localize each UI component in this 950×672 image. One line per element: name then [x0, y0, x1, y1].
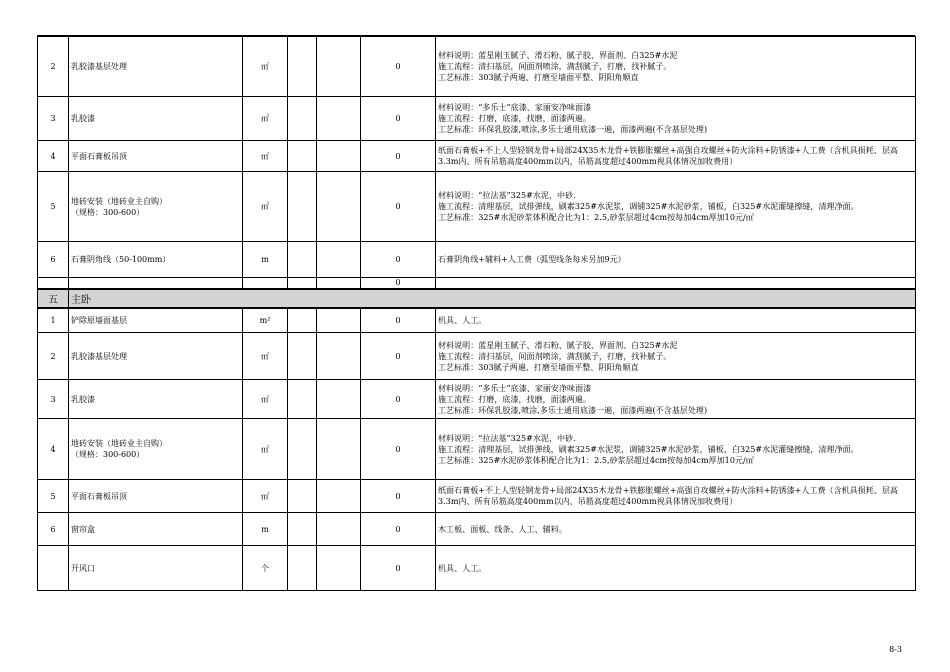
item-name: 乳胶漆 [69, 380, 243, 419]
item-name: 乳胶漆基层处理 [69, 333, 243, 380]
unit-price-cell [317, 278, 361, 289]
section-number: 五 [38, 289, 69, 308]
item-amount: 0 [361, 546, 436, 591]
unit-price-cell [317, 333, 361, 380]
item-amount: 0 [361, 513, 436, 546]
item-number: 1 [38, 308, 69, 333]
item-name: 窗帘盒 [69, 513, 243, 546]
item-name: 开风口 [69, 546, 243, 591]
item-description: 材料说明：“拉法基”325#水泥，中砂. 施工流程：清理基层，试排弹线，刷素325#水泥浆，调铺325#水泥砂浆，铺板，白325#水泥灌缝擦缝，清理净面。 工艺标准：325#水泥砂浆体积配合比为1：2.5,砂浆层超过4cm按每加4cm厚加10元/㎡ [436, 419, 916, 480]
unit-price-cell [317, 172, 361, 242]
quantity-cell [288, 333, 317, 380]
item-description: 材料说明：“拉法基”325#水泥，中砂. 施工流程：清理基层，试排弹线，刷素325#水泥浆，调铺325#水泥砂浆，铺板，白325#水泥灌缝擦缝，清理净面。 工艺标准：325#水泥砂浆体积配合比为1：2.5,砂浆层超过4cm按每加4cm厚加10元/㎡ [436, 172, 916, 242]
item-name: 平面石膏板吊顶 [69, 141, 243, 172]
item-amount: 0 [361, 242, 436, 278]
quantity-cell [288, 141, 317, 172]
item-description: 石膏阴角线+辅料+人工费（弧型线条每米另加9元） [436, 242, 916, 278]
quantity-cell [288, 97, 317, 141]
unit-price-cell [317, 97, 361, 141]
table-row [38, 242, 916, 278]
item-amount: 0 [361, 419, 436, 480]
item-unit: ㎡ [243, 172, 288, 242]
table-row [38, 308, 916, 333]
unit-price-cell [317, 380, 361, 419]
item-number: 6 [38, 242, 69, 278]
item-number: 5 [38, 480, 69, 513]
item-description: 纸面石膏板+不上人型轻钢龙骨+局部24X35木龙骨+铁膨胀螺丝+高强自攻螺丝+防火涂料+防锈漆+人工费（含机具损耗、层高3.3m内、所有吊筋高度400mm以内，吊筋高度超过400mm视具体情况加收费用） [436, 141, 916, 172]
quantity-cell [288, 513, 317, 546]
item-name: 铲除原墙面基层 [69, 308, 243, 333]
item-amount: 0 [361, 308, 436, 333]
quantity-cell [288, 172, 317, 242]
item-description: 纸面石膏板+不上人型轻钢龙骨+局部24X35木龙骨+铁膨胀螺丝+高强自攻螺丝+防火涂料+防锈漆+人工费（含机具损耗、层高3.3m内、所有吊筋高度400mm以内，吊筋高度超过400mm视具体情况加收费用） [436, 480, 916, 513]
item-amount: 0 [361, 480, 436, 513]
item-name: 地砖安装（地砖业主自购） （规格：300-600） [69, 172, 243, 242]
item-name: 地砖安装（地砖业主自购） （规格：300-600） [69, 419, 243, 480]
item-unit: 个 [243, 546, 288, 591]
item-unit: ㎡ [243, 380, 288, 419]
item-amount: 0 [361, 278, 436, 289]
quantity-cell [288, 278, 317, 289]
page-number: 8-3 [889, 645, 902, 654]
item-amount: 0 [361, 333, 436, 380]
item-amount: 0 [361, 97, 436, 141]
item-unit: m [243, 513, 288, 546]
item-amount: 0 [361, 380, 436, 419]
item-name: 乳胶漆 [69, 97, 243, 141]
unit-price-cell [317, 308, 361, 333]
unit-price-cell [317, 141, 361, 172]
item-unit: ㎡ [243, 480, 288, 513]
item-description: 材料说明：蓝星刚玉腻子、滑石粉、腻子胶、界面剂、白325#水泥 施工流程：清扫基层，间面剂喷涂，满刮腻子，打磨，找补腻子。 工艺标准：303腻子两遍、打磨至墙面平整、阴阳角顺直 [436, 333, 916, 380]
item-amount: 0 [361, 172, 436, 242]
item-unit: ㎡ [243, 37, 288, 97]
unit-price-cell [317, 242, 361, 278]
table-row [38, 419, 916, 480]
item-description: 材料说明：“多乐士”底漆、家丽安净味面漆 施工流程：打磨，底漆，找磨，面漆两遍。 工艺标准：环保乳胶漆,喷涂,多乐士通用底漆一遍，面漆两遍(不含基层处理) [436, 380, 916, 419]
table-row [38, 141, 916, 172]
item-description: 材料说明：蓝星刚玉腻子、滑石粉、腻子胶、界面剂、白325#水泥 施工流程：清扫基层，间面剂喷涂，满刮腻子，打磨，找补腻子。 工艺标准：303腻子两遍、打磨至墙面平整、阴阳角顺直 [436, 37, 916, 97]
item-unit: ㎡ [243, 141, 288, 172]
item-unit: ㎡ [243, 97, 288, 141]
quantity-cell [288, 419, 317, 480]
item-amount: 0 [361, 37, 436, 97]
item-unit: ㎡ [243, 419, 288, 480]
item-amount: 0 [361, 141, 436, 172]
table-row [38, 333, 916, 380]
quantity-cell [288, 242, 317, 278]
table-row [38, 513, 916, 546]
unit-price-cell [317, 513, 361, 546]
table-row [38, 380, 916, 419]
quantity-cell [288, 37, 317, 97]
item-number: 2 [38, 37, 69, 97]
quantity-cell [288, 480, 317, 513]
item-description: 材料说明：“多乐士”底漆、家丽安净味面漆 施工流程：打磨，底漆，找磨，面漆两遍。 工艺标准：环保乳胶漆,喷涂,多乐士通用底漆一遍，面漆两遍(不含基层处理) [436, 97, 916, 141]
item-number: 4 [38, 141, 69, 172]
item-name: 平面石膏板吊顶 [69, 480, 243, 513]
unit-price-cell [317, 480, 361, 513]
item-number [38, 546, 69, 591]
item-number: 6 [38, 513, 69, 546]
item-name: 石膏阴角线（50-100mm） [69, 242, 243, 278]
item-unit [243, 278, 288, 289]
item-unit: m² [243, 308, 288, 333]
item-name [69, 278, 243, 289]
section-title: 主卧 [69, 289, 916, 308]
table-row [38, 37, 916, 97]
item-number: 5 [38, 172, 69, 242]
table-row [38, 278, 916, 289]
item-unit: m [243, 242, 288, 278]
quantity-cell [288, 546, 317, 591]
item-description [436, 278, 916, 289]
quantity-cell [288, 380, 317, 419]
table-row [38, 546, 916, 591]
item-number: 4 [38, 419, 69, 480]
table-row [38, 480, 916, 513]
unit-price-cell [317, 546, 361, 591]
item-number: 3 [38, 97, 69, 141]
item-number: 3 [38, 380, 69, 419]
table-row [38, 172, 916, 242]
item-number [38, 278, 69, 289]
item-description: 机具、人工。 [436, 546, 916, 591]
item-unit: ㎡ [243, 333, 288, 380]
item-number: 2 [38, 333, 69, 380]
unit-price-cell [317, 37, 361, 97]
section-header [38, 289, 916, 308]
item-description: 机具、人工。 [436, 308, 916, 333]
quantity-cell [288, 308, 317, 333]
item-description: 木工板、面板、线条、人工、辅料。 [436, 513, 916, 546]
item-name: 乳胶漆基层处理 [69, 37, 243, 97]
unit-price-cell [317, 419, 361, 480]
table-row [38, 97, 916, 141]
quotation-table [37, 36, 916, 591]
